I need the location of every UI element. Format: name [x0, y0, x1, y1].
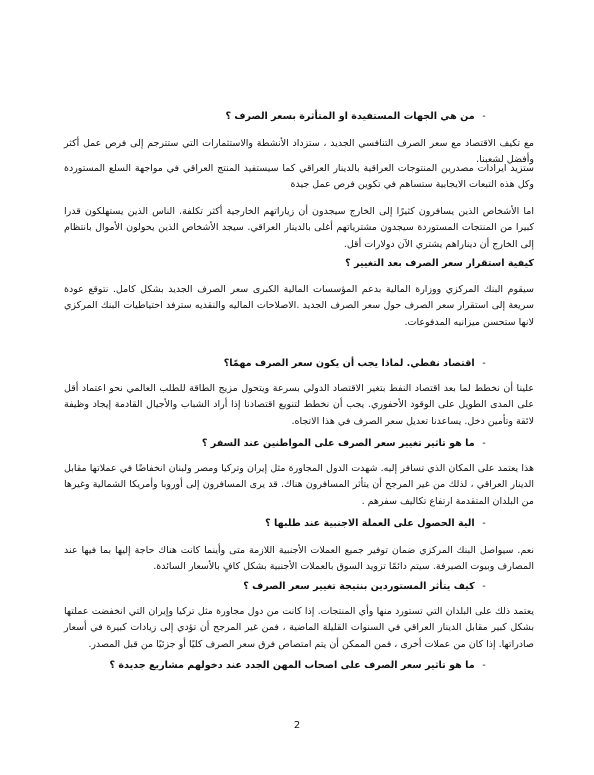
heading-text: من هي الجهات المستفيدة او المتأثرة بسعر الصرف ؟ [225, 111, 475, 122]
heading-text: كيف يتأثر المستوردين بنتيجة تغيير سعر الصرف ؟ [243, 581, 475, 592]
paragraph-economy-adaptation: مع تكيف الاقتصاد مع سعر الصرف التنافسي الجديد ، ستزداد الأنشطة والاستثمارات التي ستترجم إلى فرص عمل أكثر وأفضل لشعبنا. [64, 138, 534, 166]
paragraph-post-oil-planning: علينا أن نخطط لما بعد اقتصاد النفط بتغير الاقتصاد الدولي بسرعة ويتحول مزيج الطاقة للطلب العالمي نحو اعتماد أقل على المدى الطويل على الوقود الأحفوري. يجب أن نخطط لتنويع اقتصادنا إذا أراد الشباب والأجيال القادمة إيجاد وظيفة لائقة وتأمين دخل. يساعدنا تعديل سعر الصرف في هذا الاتجاه. [64, 383, 534, 427]
bullet-marker: - [482, 111, 486, 122]
section-heading-rate-stability [64, 257, 534, 271]
section-heading-importers-impact [64, 580, 534, 594]
section-heading-oil-economy [64, 357, 534, 371]
section-heading-travel-impact [64, 437, 534, 451]
paragraph-travel-destinations: هذا يعتمد على المكان الذي تسافر إليه. شهدت الدول المجاورة مثل إيران وتركيا ومصر ولبنان انخفاضًا في عملاتها مقابل الدينار العراقي ، لذلك من غير المرجح أن يتأثر المسافرون هناك. قد يرى المسافرون إلى أوروبا وأمريكا الشمالية وغيرها من البلدان المتقدمة ارتفاع تكاليف سفرهم . [64, 463, 534, 507]
heading-text: كيفية استقرار سعر الصرف بعد التغيير ؟ [345, 258, 534, 269]
section-heading-new-professionals [64, 659, 534, 673]
bullet-marker: - [482, 518, 486, 529]
bullet-marker: - [482, 660, 486, 671]
bullet-marker: - [482, 581, 486, 592]
paragraph-currency-availability: نعم. سيواصل البنك المركزي ضمان توفير جميع العملات الأجنبية اللازمة متى وأينما كانت هناك حاجة إليها بما فيها عند المصارف وبيوت الصيرفة. سيتم دائمًا تزويد السوق بالعملات الأجنبية بشكل كافٍ بالأسعار السائدة. [64, 545, 534, 573]
paragraph-travelers-cost: اما الأشخاص الذين يسافرون كثيرًا إلى الخارج سيجدون أن زياراتهم الخارجية أكثر تكلفة. الناس الذين يستهلكون قدرا كبيرا من المنتجات المستوردة سيجدون مشترياتهم أغلى بالدينار العراقي. سيجد الأشخاص الذين يحولون الأموال بانتظام إلى الخارج أن ديناراهم يشتري الآن دولارات أقل. [64, 206, 534, 250]
paragraph-central-bank-support: سيقوم البنك المركزي ووزارة المالية بدعم المؤسسات المالية الكبرى سعر الصرف الجديد بشكل كامل. نتوقع عودة سريعة إلى استقرار سعر الصرف حول سعر الصرف الجديد .الاصلاحات الماليه والنقديه سترفد احتياطيات البنك المركزي لانها ستحسن ميزانيه المدفوعات. [64, 284, 534, 328]
bullet-marker: - [482, 358, 486, 369]
section-heading-affected-parties [64, 110, 534, 124]
paragraph-import-sources: يعتمد ذلك على البلدان التي تستورد منها وأي المنتجات. إذا كانت من دول مجاورة مثل تركيا وإيران التي انخفضت عملتها بشكل كبير مقابل الدينار العراقي في السنوات القليلة الماضية ، فمن غير المرجح أن تؤدي إلى زيادات كبيرة في أسعار صادراتها. إذا كان من عملات أخرى ، فمن الممكن أن يتم امتصاص فرق سعر الصرف كليًا أو جزئيًا من قبل المصدر. [64, 606, 534, 650]
heading-text: اقتصاد نفطي. لماذا يجب أن يكون سعر الصرف مهمًا؟ [223, 358, 475, 369]
heading-text: ما هو تاثير تغيير سعر الصرف على المواطنين عند السفر ؟ [201, 438, 475, 449]
paragraph-exporters-revenue: ستزيد ايرادات مصدرين المنتوجات العراقية بالدينار العراقي كما سيستفيد المنتج العراقي في مواجهة السلع المستوردة وكل هذه التبعات الايجابية ستساهم في تكوين فرص عمل جيدة [64, 163, 534, 191]
section-heading-foreign-currency [64, 517, 534, 531]
bullet-marker: - [482, 438, 486, 449]
heading-text: الية الحصول على العملة الاجنبية عند طلبها ؟ [265, 518, 475, 529]
heading-text: ما هو تاثير سعر الصرف على اصحاب المهن الجدد عند دخولهم مشاريع جديدة ؟ [109, 660, 475, 671]
page-number: 2 [293, 720, 301, 731]
